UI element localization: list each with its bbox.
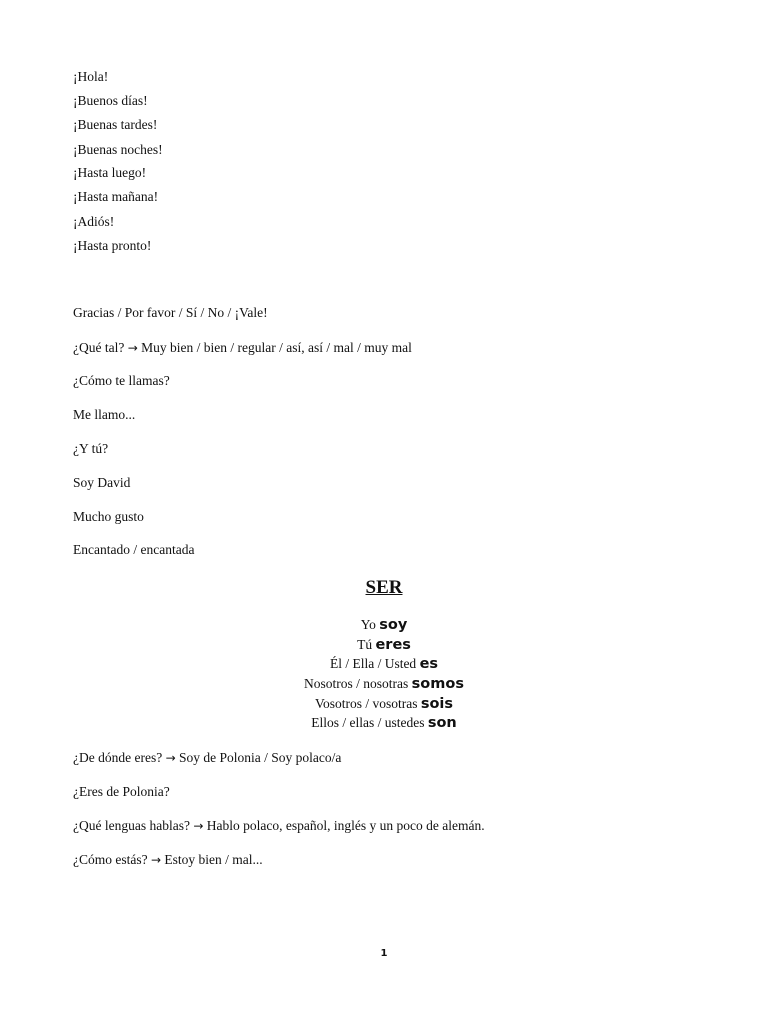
que-tal-line: [73, 340, 412, 356]
greeting-line: ¡Hasta mañana!: [73, 189, 159, 204]
conjugation-row: [0, 675, 768, 693]
right-arrow-icon: →: [127, 341, 138, 355]
greeting-line: ¡Buenas noches!: [73, 142, 163, 157]
question-text: ¿Qué lenguas hablas?: [73, 818, 190, 833]
de-donde-line: [73, 750, 341, 766]
pronoun: Ellos / ellas / ustedes: [311, 715, 425, 730]
phrase-line: Encantado / encantada: [73, 542, 195, 557]
page-number: 1: [380, 948, 388, 959]
answer-text: Estoy bien / mal...: [164, 852, 263, 867]
pronoun: Él / Ella / Usted: [329, 656, 417, 671]
greeting-line: ¡Hola!: [73, 69, 109, 84]
verb-form: soy: [379, 617, 408, 633]
question-text: ¿De dónde eres?: [73, 750, 163, 765]
pronoun: Yo: [360, 617, 376, 632]
question-text: ¿Qué tal?: [73, 340, 125, 355]
answer-text: Hablo polaco, español, inglés y un poco de alemán.: [206, 818, 485, 833]
phrase-line: Me llamo...: [73, 407, 136, 422]
conjugation-row: [0, 695, 768, 713]
phrase-line: Soy David: [73, 475, 131, 490]
answer-text: Soy de Polonia / Soy polaco/a: [179, 750, 342, 765]
ser-heading: SER: [365, 577, 403, 598]
question-text: ¿Cómo estás?: [73, 852, 148, 867]
answer-text: Muy bien / bien / regular / así, así / mal / muy mal: [141, 340, 412, 355]
right-arrow-icon: →: [165, 751, 176, 765]
phrase-line: ¿Y tú?: [73, 441, 109, 456]
conjugation-row: [0, 714, 768, 732]
verb-form: sois: [420, 696, 454, 712]
greeting-line: ¡Adiós!: [73, 214, 115, 229]
conjugation-row: [0, 616, 768, 634]
pronoun: Tú: [357, 637, 373, 652]
greeting-line: ¡Buenos días!: [73, 93, 148, 108]
verb-form: es: [419, 656, 439, 672]
courtesy-line: Gracias / Por favor / Sí / No / ¡Vale!: [73, 305, 268, 320]
right-arrow-icon: →: [150, 853, 162, 867]
como-estas-line: [73, 852, 263, 868]
phrase-line: Mucho gusto: [73, 509, 144, 524]
phrase-line: ¿Cómo te llamas?: [73, 373, 170, 388]
conjugation-row: [0, 655, 768, 673]
conjugation-row: [0, 636, 768, 654]
verb-form: eres: [375, 637, 411, 653]
pronoun: Vosotros / vosotras: [314, 696, 418, 711]
greeting-line: ¡Hasta luego!: [73, 165, 147, 180]
pronoun: Nosotros / nosotras: [304, 676, 409, 691]
verb-form: son: [427, 715, 457, 731]
greeting-line: ¡Buenas tardes!: [73, 117, 158, 132]
phrase-line: ¿Eres de Polonia?: [73, 784, 170, 799]
verb-form: somos: [411, 676, 464, 692]
lenguas-line: [73, 818, 485, 834]
greeting-line: ¡Hasta pronto!: [73, 238, 152, 253]
right-arrow-icon: →: [193, 819, 204, 833]
